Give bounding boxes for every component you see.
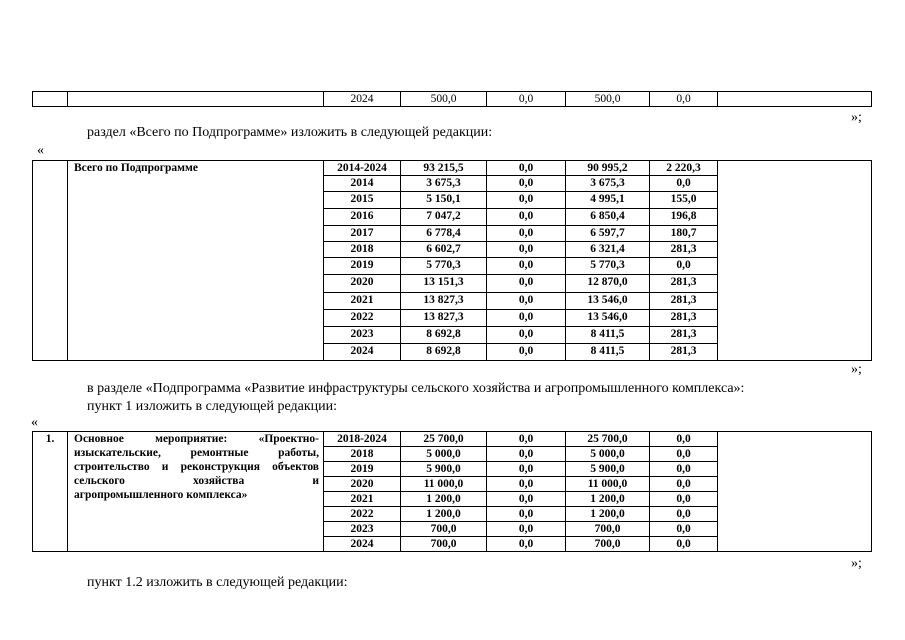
row-label-cell — [68, 432, 324, 552]
value-cell: 5 000,0 — [566, 447, 650, 462]
value-cell: 0,0 — [650, 258, 718, 275]
value-cell: 13 151,3 — [401, 275, 487, 293]
value-cell: 13 546,0 — [566, 310, 650, 327]
value-cell: 13 827,3 — [401, 310, 487, 327]
value-cell: 1 200,0 — [566, 492, 650, 507]
value-cell: 2 220,3 — [650, 161, 718, 176]
value-cell: 8 692,8 — [401, 327, 487, 344]
value-cell: 281,3 — [650, 293, 718, 310]
value-cell: 3 675,3 — [401, 176, 487, 192]
value-cell: 196,8 — [650, 209, 718, 226]
year-cell: 2020 — [324, 477, 401, 492]
value-cell: 0,0 — [487, 192, 566, 209]
value-cell: 281,3 — [650, 275, 718, 293]
value-cell: 5 770,3 — [566, 258, 650, 275]
value-cell: 8 411,5 — [566, 327, 650, 344]
value-cell: 281,3 — [650, 327, 718, 344]
year-cell: 2024 — [324, 92, 401, 107]
value-cell: 0,0 — [487, 161, 566, 176]
label-line: Основное мероприятие: «Проектно- — [74, 433, 319, 445]
value-cell: 1 200,0 — [566, 507, 650, 522]
quote-open-1: « — [37, 143, 44, 158]
value-cell: 6 597,7 — [566, 226, 650, 242]
value-cell: 0,0 — [487, 492, 566, 507]
table-row — [33, 161, 872, 176]
value-cell: 0,0 — [487, 447, 566, 462]
label-line: сельского хозяйства и — [74, 475, 319, 487]
value-cell: 0,0 — [650, 537, 718, 552]
value-cell: 281,3 — [650, 310, 718, 327]
value-cell: 700,0 — [401, 537, 487, 552]
year-cell: 2022 — [324, 507, 401, 522]
empty-cell — [718, 432, 872, 552]
year-cell: 2014-2024 — [324, 161, 401, 176]
value-cell: 0,0 — [487, 522, 566, 537]
value-cell: 0,0 — [487, 275, 566, 293]
year-cell: 2018-2024 — [324, 432, 401, 447]
value-cell: 281,3 — [650, 344, 718, 361]
value-cell: 7 047,2 — [401, 209, 487, 226]
value-cell: 0,0 — [487, 344, 566, 361]
value-cell: 1 200,0 — [401, 507, 487, 522]
quote-close-3: »; — [851, 556, 862, 571]
quote-close-2: »; — [851, 362, 862, 377]
label-line: агропромышленного комплекса» — [74, 489, 248, 501]
value-cell: 13 827,3 — [401, 293, 487, 310]
value-cell: 5 770,3 — [401, 258, 487, 275]
value-cell: 6 778,4 — [401, 226, 487, 242]
year-cell: 2021 — [324, 293, 401, 310]
value-cell: 8 411,5 — [566, 344, 650, 361]
year-cell: 2014 — [324, 176, 401, 192]
value-cell: 1 200,0 — [401, 492, 487, 507]
value-cell: 11 000,0 — [566, 477, 650, 492]
value-cell: 0,0 — [487, 462, 566, 477]
value-cell: 4 995,1 — [566, 192, 650, 209]
value-cell: 5 900,0 — [566, 462, 650, 477]
value-cell: 0,0 — [487, 209, 566, 226]
year-cell: 2015 — [324, 192, 401, 209]
value-cell: 5 000,0 — [401, 447, 487, 462]
year-cell: 2019 — [324, 462, 401, 477]
value-cell: 0,0 — [650, 492, 718, 507]
year-cell: 2018 — [324, 447, 401, 462]
table-row — [33, 92, 872, 107]
value-cell: 0,0 — [487, 258, 566, 275]
value-cell: 180,7 — [650, 226, 718, 242]
value-cell: 5 900,0 — [401, 462, 487, 477]
subprogram-total-table — [32, 160, 872, 361]
value-cell: 700,0 — [566, 537, 650, 552]
value-cell: 0,0 — [487, 226, 566, 242]
value-cell: 6 602,7 — [401, 242, 487, 258]
value-cell: 0,0 — [650, 462, 718, 477]
value-cell: 0,0 — [487, 537, 566, 552]
value-cell: 25 700,0 — [566, 432, 650, 447]
top-table — [32, 91, 872, 107]
value-cell: 0,0 — [487, 242, 566, 258]
row-label-cell: Всего по Подпрограмме — [68, 161, 324, 361]
value-cell: 90 995,2 — [566, 161, 650, 176]
value-cell: 11 000,0 — [401, 477, 487, 492]
value-cell: 13 546,0 — [566, 293, 650, 310]
value-cell: 0,0 — [487, 432, 566, 447]
value-cell: 0,0 — [650, 176, 718, 192]
year-cell: 2021 — [324, 492, 401, 507]
year-cell: 2018 — [324, 242, 401, 258]
row-number-cell — [33, 161, 68, 361]
value-cell: 0,0 — [650, 522, 718, 537]
value-cell: 8 692,8 — [401, 344, 487, 361]
value-cell: 0,0 — [487, 293, 566, 310]
paragraph-3: пункт 1 изложить в следующей редакции: — [87, 399, 337, 414]
quote-open-2: « — [31, 415, 38, 430]
year-cell: 2017 — [324, 226, 401, 242]
paragraph-1: раздел «Всего по Подпрограмме» изложить в следующей редакции: — [87, 125, 493, 140]
value-cell: 0,0 — [650, 477, 718, 492]
value-cell: 0,0 — [487, 92, 566, 107]
value-cell: 0,0 — [650, 507, 718, 522]
year-cell: 2016 — [324, 209, 401, 226]
value-cell: 0,0 — [487, 310, 566, 327]
main-activity-table — [32, 431, 872, 552]
value-cell: 6 850,4 — [566, 209, 650, 226]
year-cell: 2023 — [324, 327, 401, 344]
label-line: строительство и реконструкция объектов — [74, 461, 319, 473]
value-cell: 0,0 — [487, 176, 566, 192]
value-cell: 500,0 — [401, 92, 487, 107]
value-cell: 0,0 — [487, 507, 566, 522]
value-cell: 0,0 — [487, 327, 566, 344]
value-cell: 25 700,0 — [401, 432, 487, 447]
row-number-cell: 1. — [33, 432, 68, 552]
value-cell: 700,0 — [566, 522, 650, 537]
value-cell: 500,0 — [566, 92, 650, 107]
quote-close-1: »; — [851, 110, 862, 125]
year-cell: 2020 — [324, 275, 401, 293]
value-cell: 93 215,5 — [401, 161, 487, 176]
value-cell: 6 321,4 — [566, 242, 650, 258]
value-cell: 700,0 — [401, 522, 487, 537]
year-cell: 2024 — [324, 537, 401, 552]
table-row — [33, 432, 872, 447]
value-cell: 155,0 — [650, 192, 718, 209]
year-cell: 2019 — [324, 258, 401, 275]
year-cell: 2023 — [324, 522, 401, 537]
value-cell: 5 150,1 — [401, 192, 487, 209]
label-line: изыскательские, ремонтные работы, — [74, 447, 319, 459]
paragraph-4: пункт 1.2 изложить в следующей редакции: — [87, 575, 348, 590]
value-cell: 0,0 — [650, 447, 718, 462]
value-cell: 0,0 — [650, 432, 718, 447]
paragraph-2: в разделе «Подпрограмма «Развитие инфраструктуры сельского хозяйства и агропромышленного комплекса»: — [87, 381, 745, 396]
year-cell: 2024 — [324, 344, 401, 361]
value-cell: 0,0 — [650, 92, 718, 107]
empty-cell — [718, 161, 872, 361]
value-cell: 12 870,0 — [566, 275, 650, 293]
value-cell: 281,3 — [650, 242, 718, 258]
value-cell: 3 675,3 — [566, 176, 650, 192]
year-cell: 2022 — [324, 310, 401, 327]
value-cell: 0,0 — [487, 477, 566, 492]
